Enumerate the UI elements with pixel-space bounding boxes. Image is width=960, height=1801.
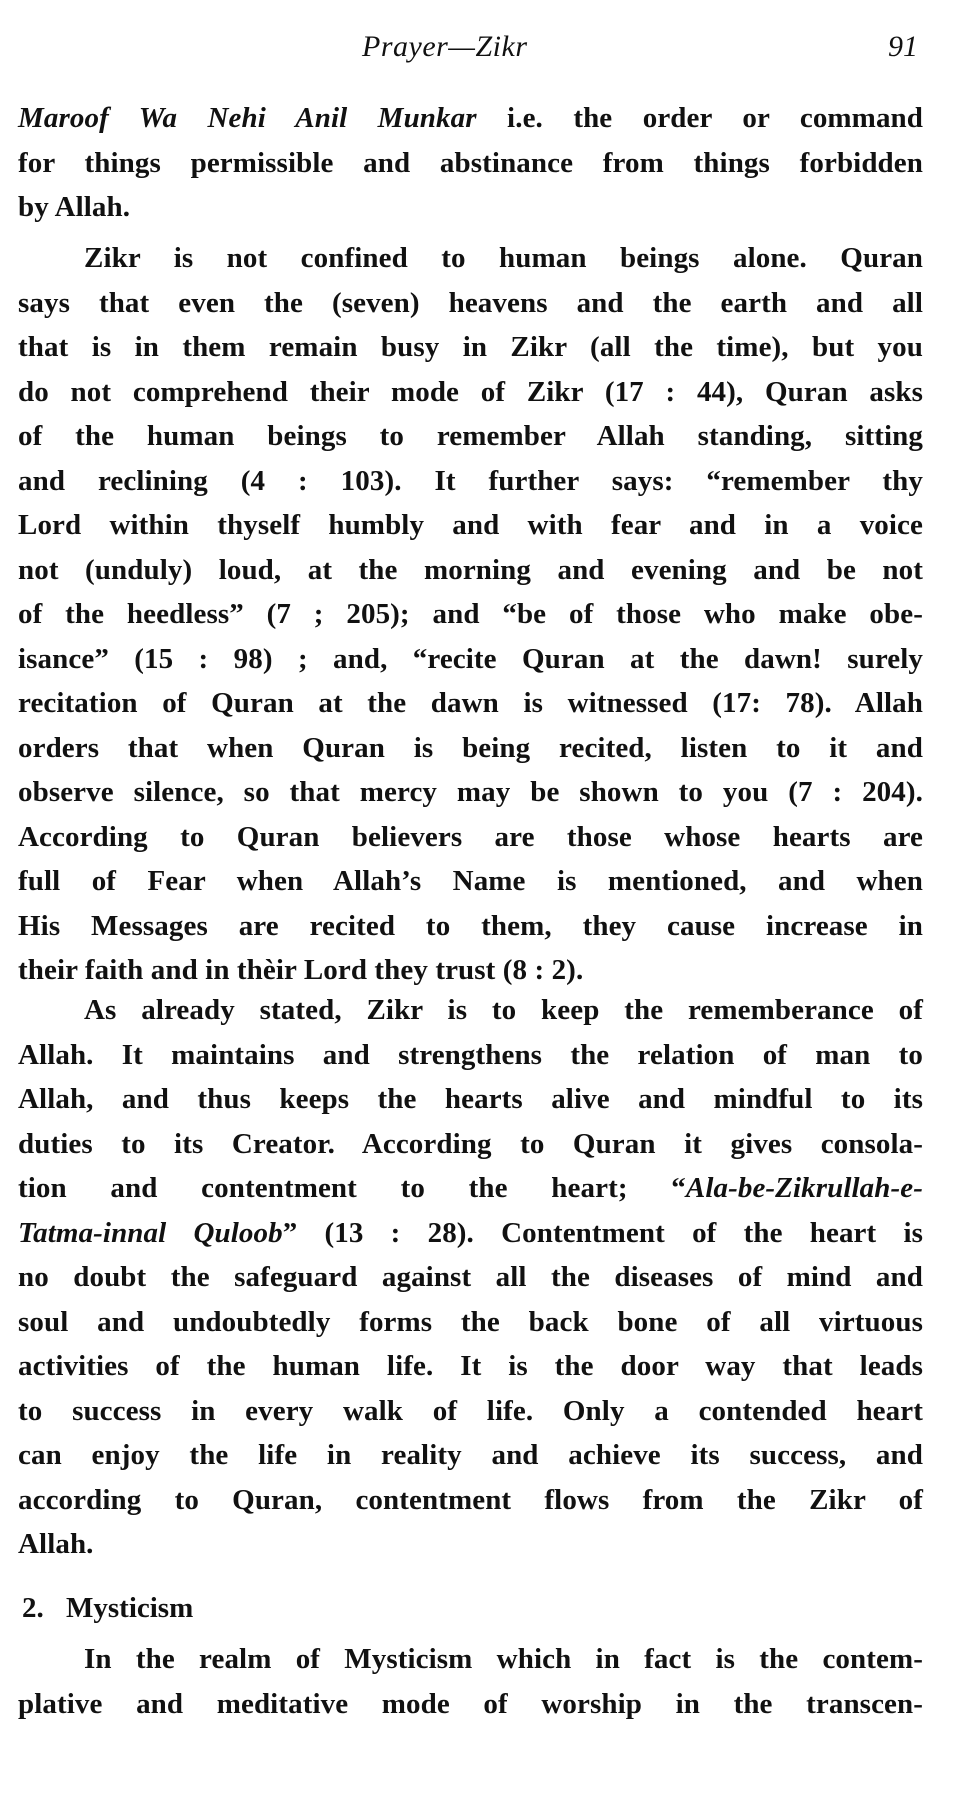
- italic-quote: Ala-be-Zikrullah-e-: [685, 1172, 923, 1204]
- text-line: their faith and in thèir Lord they trust (8 : 2).: [18, 954, 584, 986]
- page-number: 91: [888, 30, 918, 63]
- line-text: ” (13 : 28). Contentment of the heart is: [282, 1216, 924, 1249]
- text-line: can enjoy the life in reality and achieve its success, and: [18, 1439, 923, 1471]
- text-line: full of Fear when Allah’s Name is mentioned, and when: [18, 865, 923, 897]
- text-line: His Messages are recited to them, they cause increase in: [18, 909, 923, 942]
- text-line: no doubt the safeguard against all the diseases of mind and: [18, 1261, 923, 1293]
- text-line: Allah.: [18, 1528, 94, 1560]
- text-line: that is in them remain busy in Zikr (all the time), but you: [18, 331, 923, 363]
- text-line: In the realm of Mysticism which in fact is the contem-: [84, 1643, 923, 1675]
- text-line: [18, 1166, 923, 1211]
- text-line: As already stated, Zikr is to keep the rememberance of: [84, 994, 923, 1026]
- italic-quote: Tatma-innal Quloob: [18, 1216, 283, 1249]
- text-line: according to Quran, contentment flows from the Zikr of: [18, 1483, 923, 1516]
- text-line: [18, 96, 923, 141]
- text-line: Lord within thyself humbly and with fear and in a voice: [18, 509, 923, 541]
- text-line: of the human beings to remember Allah standing, sitting: [18, 420, 923, 452]
- paragraph-3: [18, 988, 923, 1567]
- text-line: recitation of Quran at the dawn is witnessed (17: 78). Allah: [18, 687, 923, 719]
- text-line: and reclining (4 : 103). It further says: “remember thy: [18, 464, 923, 497]
- text-line: Allah. It maintains and strengthens the relation of man to: [18, 1038, 923, 1071]
- text-line: Allah, and thus keeps the hearts alive and mindful to its: [18, 1083, 923, 1115]
- text-line: [18, 1211, 923, 1256]
- text-line: soul and undoubtedly forms the back bone of all virtuous: [18, 1305, 923, 1338]
- text-line: to success in every walk of life. Only a contended heart: [18, 1394, 923, 1427]
- line-text: tion and contentment to the heart; “: [18, 1172, 686, 1204]
- text-line: isance” (15 : 98) ; and, “recite Quran at the dawn! surely: [18, 642, 923, 675]
- paragraph-2: [18, 236, 923, 993]
- section-paragraph: [18, 1637, 923, 1726]
- italic-term: Maroof Wa Nehi Anil Munkar: [18, 102, 477, 134]
- section-number: 2.: [22, 1592, 44, 1624]
- paragraph-1: [18, 96, 923, 230]
- running-title: Prayer—Zikr: [362, 30, 528, 63]
- text-line: plative and meditative mode of worship in the transcen-: [18, 1687, 923, 1720]
- text-line: not (unduly) loud, at the morning and evening and be not: [18, 553, 923, 586]
- text-line: for things permissible and abstinance from things forbidden: [18, 146, 923, 179]
- line-text: i.e. the order or command: [476, 102, 923, 134]
- text-line: activities of the human life. It is the door way that leads: [18, 1350, 923, 1382]
- section-heading: [22, 1592, 193, 1625]
- text-line: by Allah.: [18, 191, 131, 223]
- text-line: of the heedless” (7 ; 205); and “be of those who make obe-: [18, 598, 923, 630]
- text-line: observe silence, so that mercy may be shown to you (7 : 204).: [18, 776, 923, 808]
- text-line: duties to its Creator. According to Quran it gives consola-: [18, 1127, 923, 1160]
- text-line: According to Quran believers are those whose hearts are: [18, 820, 923, 853]
- section-title: Mysticism: [66, 1592, 194, 1624]
- text-line: orders that when Quran is being recited, listen to it and: [18, 731, 923, 764]
- text-line: Zikr is not confined to human beings alone. Quran: [84, 242, 923, 274]
- running-header: [0, 30, 960, 70]
- text-line: says that even the (seven) heavens and the earth and all: [18, 286, 923, 319]
- text-line: do not comprehend their mode of Zikr (17 : 44), Quran asks: [18, 375, 923, 408]
